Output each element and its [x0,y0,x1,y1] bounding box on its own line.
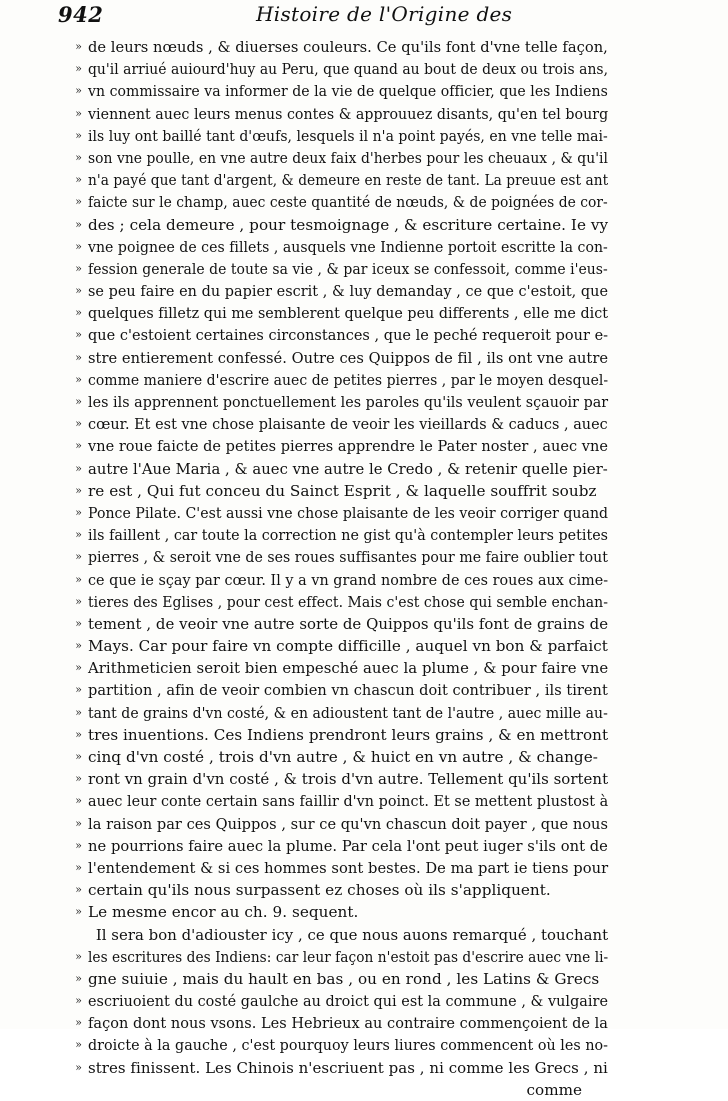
quotation-mark: » [75,705,82,719]
line-text: tres inuentions. Ces Indiens prendront leurs grains , & en mettront [88,725,609,744]
quotation-mark: » [75,195,82,209]
quotation-mark: » [75,150,82,164]
line-text: ront vn grain d'vn costé , & trois d'vn autre. Tellement qu'ils sortent [88,770,609,789]
line-text: l'entendement & si ces hommes sont bestes. De ma part ie tiens pour [88,858,609,877]
quotation-mark: » [75,1060,82,1074]
text-line [60,591,620,613]
line-text: comme maniere d'escrire auec de petites pierres , par le moyen desquel- [88,370,609,389]
quotation-mark: » [75,439,82,453]
quotation-mark: » [75,1038,82,1052]
text-line [60,147,620,169]
quotation-mark: » [75,106,82,120]
text-line [60,324,620,346]
line-text: de leurs nœuds , & diuerses couleurs. Ce qu'ils font d'vne telle façon, [88,38,608,56]
line-text: ce que ie sçay par cœur. Il y a vn grand nombre de ces roues aux cime- [88,570,609,589]
text-line [60,258,620,280]
quotation-mark: » [75,505,82,519]
text-line [60,413,620,435]
line-text: tant de grains d'vn costé, & en adioustent tant de l'autre , auec mille au- [88,703,608,722]
quotation-mark: » [75,461,82,475]
quotation-mark: » [75,816,82,830]
line-text: quelques filletz qui me semblerent quelque peu differents , elle me dict [88,304,609,323]
line-text: pierres , & seroit vne de ses roues suffisantes pour me faire oublier tout [88,548,608,567]
text-line [60,169,620,191]
line-text: qu'il arriué auiourd'huy au Peru, que quand au bout de deux ou trois ans, [88,60,609,79]
text-line [60,1012,620,1034]
quotation-mark: » [75,372,82,386]
quotation-mark: » [75,350,82,364]
quotation-mark: » [75,128,82,142]
text-line [60,191,620,213]
quotation-mark: » [75,239,82,253]
line-text: les ils apprennent ponctuellement les paroles qu'ils veulent sçauoir par [88,393,609,411]
quotation-mark: » [75,661,82,675]
line-text: auec leur conte certain sans faillir d'vn poinct. Et se mettent plustost à [88,792,609,811]
text-line [60,546,620,568]
text-line [60,58,620,80]
line-text: droicte à la gauche , c'est pourquoy leurs liures commencent où les no- [88,1036,609,1055]
line-text: Ponce Pilate. C'est aussi vne chose plaisante de les veoir corriger quand [88,503,609,522]
text-line [60,302,620,324]
line-text: façon dont nous vsons. Les Hebrieux au contraire commençoient de la [88,1014,608,1033]
line-text: escriuoient du costé gaulche au droict qui est la commune , & vulgaire [88,992,609,1011]
quotation-mark: » [75,40,82,53]
running-title: Histoire de l'Origine des [256,2,513,26]
quotation-mark: » [75,750,82,763]
quotation-mark: » [75,794,82,808]
text-line [60,480,620,502]
line-text: vn commissaire va informer de la vie de quelque officier, que les Indiens [88,82,608,101]
line-text: stres finissent. Les Chinois n'escriuent pas , ni comme les Grecs , ni [88,1058,608,1077]
quotation-mark: » [75,84,82,98]
text-line [60,214,620,236]
page-number: 942 [58,2,104,27]
quotation-mark: » [75,772,82,786]
line-text: Mays. Car pour faire vn compte difficille , auquel vn bon & parfaict [88,637,608,656]
text-line [60,768,620,790]
line-text: autre l'Aue Maria , & auec vne autre le Credo , & retenir quelle pier- [88,459,608,478]
text-line [60,236,620,258]
text-line [60,813,620,835]
line-text: ne pourrions faire auec la plume. Par cela l'ont peut iuger s'ils ont de [88,836,608,855]
quotation-mark: » [75,217,82,231]
quotation-mark: » [75,261,82,275]
quotation-mark: » [75,173,82,187]
line-text: ils faillent , car toute la correction ne gist qu'à contempler leurs petites [88,526,609,545]
text-line [60,679,620,701]
text-line [60,924,620,946]
line-text: viennent auec leurs menus contes & approuuez disants, qu'en tel bourg [88,104,609,123]
quotation-mark: » [75,860,82,874]
text-line [60,702,620,724]
line-text: vne poignee de ces fillets , ausquels vne Indienne portoit escritte la con- [88,237,608,256]
quotation-mark: » [75,639,82,653]
text-line [60,125,620,147]
text-line [60,502,620,524]
text-line [60,901,620,923]
quotation-mark: » [75,727,82,741]
line-text: Il sera bon d'adiouster icy , ce que nous auons remarqué , touchant [95,925,609,944]
line-text: ils luy ont baillé tant d'œufs, lesquels il n'a point payés, en vne telle mai- [88,126,608,145]
catchword: comme [526,1080,582,1099]
line-text: des ; cela demeure , pour tesmoignage , & escriture certaine. Ie vy [88,215,609,234]
line-text: les escritures des Indiens: car leur façon n'estoit pas d'escrire auec vne li- [88,947,609,966]
page-header [58,0,618,34]
line-text: gne suiuie , mais du hault en bas , ou en rond , les Latins & Grecs [88,969,600,988]
line-text: fession generale de toute sa vie , & par iceux se confessoit, comme i'eus- [88,259,608,278]
text-line [60,857,620,879]
quotation-mark: » [75,949,82,963]
text-line [60,435,620,457]
body-text [60,36,620,1101]
line-text: n'a payé que tant d'argent, & demeure en reste de tant. La preuue est ant [88,171,609,190]
quotation-mark: » [75,306,82,320]
text-line [60,569,620,591]
text-line [60,369,620,391]
quotation-mark: » [75,572,82,586]
quotation-mark: » [75,550,82,564]
quotation-mark: » [75,417,82,431]
text-line [60,835,620,857]
quotation-mark: » [75,905,82,919]
line-text: tieres des Eglises , pour cest effect. Mais c'est chose qui semble enchan- [88,592,608,611]
quotation-mark: » [75,328,82,342]
line-text: certain qu'ils nous surpassent ez choses où ils s'appliquent. [88,881,551,900]
text-line [60,968,620,990]
text-line [60,990,620,1012]
text-line [60,36,620,58]
quotation-mark: » [75,683,82,697]
text-line [60,103,620,125]
text-line [60,391,620,413]
line-text: se peu faire en du papier escrit , & luy demanday , ce que c'estoit, que [88,282,609,301]
line-text: cinq d'vn costé , trois d'vn autre , & huict en vn autre , & change- [88,748,598,766]
line-text: Le mesme encor au ch. 9. sequent. [88,903,359,922]
text-line [60,1034,620,1056]
quotation-mark: » [75,594,82,608]
text-line [60,347,620,369]
quotation-mark: » [75,395,82,408]
quotation-mark: » [75,284,82,298]
text-line [60,790,620,812]
quotation-mark: » [75,838,82,852]
text-line [60,613,620,635]
quotation-mark: » [75,62,82,76]
quotation-mark: » [75,528,82,542]
quotation-mark: » [75,616,82,630]
text-line [60,724,620,746]
text-line [60,635,620,657]
line-text: partition , afin de veoir combien vn chascun doit contribuer , ils tirent [88,681,608,700]
line-text: Arithmeticien seroit bien empesché auec la plume , & pour faire vne [88,659,609,678]
quotation-mark: » [75,994,82,1008]
text-line [60,80,620,102]
text-line [60,746,620,768]
text-line [60,946,620,968]
line-text: tement , de veoir vne autre sorte de Quippos qu'ils font de grains de [88,614,609,633]
quotation-mark: » [75,971,82,985]
text-line [60,524,620,546]
text-line [60,657,620,679]
line-text: que c'estoient certaines circonstances , que le peché requeroit pour e- [88,326,609,345]
line-text: son vne poulle, en vne autre deux faix d'herbes pour les cheuaux , & qu'il [88,148,608,167]
text-line [60,879,620,901]
text-line [60,1057,620,1079]
text-line [60,280,620,302]
line-text: vne roue faicte de petites pierres apprendre le Pater noster , auec vne [88,437,608,456]
line-text: faicte sur le champ, auec ceste quantité de nœuds, & de poignées de cor- [88,193,608,212]
line-text: re est , Qui fut conceu du Sainct Esprit , & laquelle souffrit soubz [88,481,597,500]
quotation-mark: » [75,1016,82,1030]
quotation-mark: » [75,883,82,897]
quotation-mark: » [75,483,82,497]
line-text: cœur. Et est vne chose plaisante de veoir les vieillards & caducs , auec [88,415,608,434]
line-text: la raison par ces Quippos , sur ce qu'vn chascun doit payer , que nous [88,814,608,833]
line-text: stre entierement confessé. Outre ces Quippos de fil , ils ont vne autre [88,348,609,367]
text-line [60,458,620,480]
